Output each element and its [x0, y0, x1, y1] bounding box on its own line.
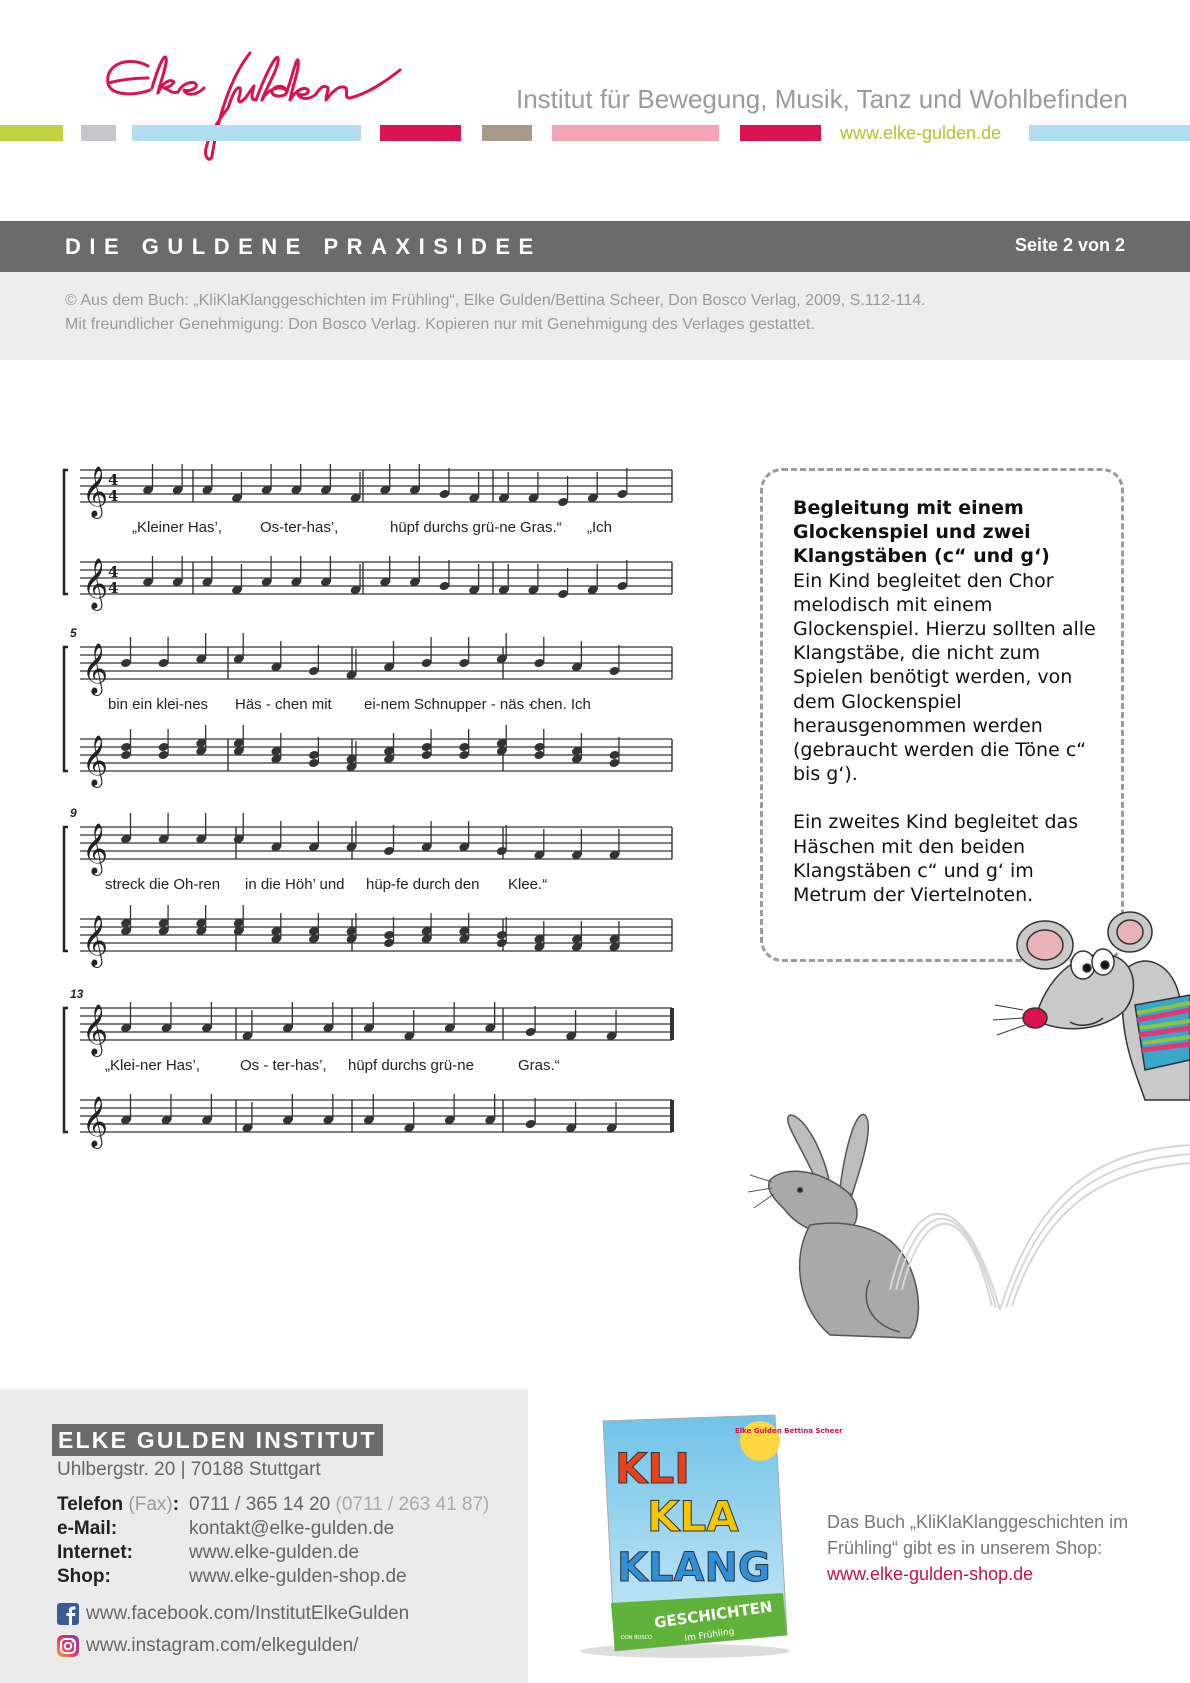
staff [80, 556, 672, 611]
time-signature-bottom: 4 [108, 579, 119, 597]
note [571, 829, 583, 860]
note [438, 560, 450, 591]
note [533, 729, 545, 760]
info-paragraph-2: Ein zweites Kind begleitet das Häschen mit den beiden Klangstäben c“ und g‘ im Metrum der Viertelnoten. [793, 811, 1079, 907]
note [379, 464, 391, 495]
treble-clef: 𝄞 [82, 1096, 109, 1147]
note [409, 556, 421, 587]
note [201, 1002, 213, 1033]
note [345, 913, 357, 944]
note [496, 633, 508, 664]
stripe-lime [0, 125, 63, 141]
lyric-syllable-group: ei-nem Schnupper - näs - [364, 696, 534, 713]
credit-line-2: Mit freundlicher Genehmigung: Don Bosco Verlag. Kopieren nur mit Genehmigung des Verlages gestattet. [65, 316, 815, 333]
facebook-icon[interactable] [57, 1603, 79, 1625]
note [608, 921, 620, 952]
note [527, 472, 539, 503]
note [458, 637, 470, 668]
treble-clef: 𝄞 [82, 735, 109, 786]
note [496, 917, 508, 948]
note [468, 564, 480, 595]
book-cover[interactable] [575, 1413, 843, 1658]
mouse-illustration [1015, 910, 1190, 1100]
system-bracket [64, 647, 68, 771]
note [484, 1094, 496, 1125]
note [571, 641, 583, 672]
note [201, 556, 213, 587]
book-cover-subtitle: GESCHICHTEN [653, 1597, 774, 1632]
note [403, 1102, 415, 1133]
note [616, 468, 628, 499]
note [201, 1094, 213, 1125]
book-cover-title-1: KLI [615, 1444, 690, 1493]
note [270, 641, 282, 672]
treble-clef: 𝄞 [82, 915, 109, 966]
note [241, 1010, 253, 1041]
note [608, 737, 620, 768]
note [233, 633, 245, 664]
note [606, 1010, 618, 1041]
staff [80, 813, 672, 876]
treble-clef: 𝄞 [82, 643, 109, 694]
note [458, 913, 470, 944]
note [363, 1094, 375, 1125]
note [525, 1006, 537, 1037]
note [308, 913, 320, 944]
note [261, 556, 273, 587]
stripe-pink [380, 125, 461, 141]
note [158, 637, 170, 668]
time-signature-top: 4 [108, 471, 119, 489]
lyric-syllable-group: chen. Ich [530, 696, 591, 713]
note [120, 813, 132, 844]
note [308, 821, 320, 852]
staff [80, 905, 672, 968]
note [403, 1010, 415, 1041]
note [409, 464, 421, 495]
note [120, 729, 132, 760]
lyric-syllable-group: streck die Oh-ren [105, 876, 221, 893]
note [231, 564, 243, 595]
lyric-syllable-group: „Klei-ner Has’, [105, 1057, 201, 1074]
elke-gulden-logo [100, 38, 420, 168]
note [438, 468, 450, 499]
note [290, 464, 302, 495]
note [458, 729, 470, 760]
staff [80, 1002, 672, 1057]
lyric-syllable-group: hüpf durchs grü-ne [348, 1057, 474, 1074]
book-cover-publisher: DON BOSCO [621, 1635, 652, 1641]
treble-clef: 𝄞 [82, 1004, 109, 1055]
music-system-4 [64, 987, 672, 1149]
contact-label-phone: Telefon (Fax): [57, 1494, 180, 1515]
institute-tagline: Institut für Bewegung, Musik, Tanz und Wohlbefinden [516, 84, 1128, 114]
info-heading: Begleitung mit einem Glockenspiel und zwei Klangstäben (c“ und g‘) [793, 497, 1050, 568]
staff [80, 725, 672, 788]
note [160, 1002, 172, 1033]
system-bracket [64, 827, 68, 951]
note [308, 645, 320, 676]
note [233, 813, 245, 844]
note [496, 825, 508, 856]
note [270, 821, 282, 852]
note [241, 1102, 253, 1133]
note [571, 921, 583, 952]
book-shop-link[interactable]: www.elke-gulden-shop.de [827, 1564, 1034, 1584]
contact-label-email: e-Mail: [57, 1518, 118, 1539]
page-title: DIE GULDENE PRAXISIDEE [65, 234, 542, 259]
time-signature-bottom: 4 [108, 487, 119, 505]
note [421, 729, 433, 760]
note [557, 476, 569, 507]
institute-name: ELKE GULDEN INSTITUT [52, 1424, 383, 1456]
book-cover-title-2: KLA [647, 1492, 739, 1541]
lyric-syllable-group: Gras.“ [520, 519, 562, 536]
institute-address: Uhlbergstr. 20 | 70188 Stuttgart [57, 1459, 321, 1480]
note [527, 564, 539, 595]
note [587, 472, 599, 503]
note [498, 564, 510, 595]
facebook-link[interactable]: www.facebook.com/InstitutElkeGulden [86, 1603, 410, 1624]
lyric-syllable-group: Klee.“ [508, 876, 548, 893]
note [444, 1002, 456, 1033]
note [120, 637, 132, 668]
book-cover-season: im Frühling [684, 1627, 736, 1644]
note [533, 637, 545, 668]
system-bracket [64, 470, 68, 594]
note [608, 829, 620, 860]
note [142, 556, 154, 587]
note [608, 645, 620, 676]
staff [80, 1094, 672, 1149]
treble-clef: 𝄞 [82, 823, 109, 874]
measure-number: 9 [70, 806, 77, 820]
note [565, 1010, 577, 1041]
note [320, 556, 332, 587]
note [233, 905, 245, 936]
stripe-taupe [482, 125, 532, 141]
note [379, 556, 391, 587]
note [195, 725, 207, 756]
contact-value-internet[interactable]: www.elke-gulden.de [189, 1542, 360, 1563]
book-promo-line-1: Das Buch „KliKlaKlanggeschichten im [827, 1512, 1129, 1532]
note [282, 1094, 294, 1125]
note [201, 464, 213, 495]
header-website-link[interactable]: www.elke-gulden.de [840, 123, 1002, 143]
note [565, 1102, 577, 1133]
contact-label-internet: Internet: [57, 1542, 133, 1563]
note [383, 825, 395, 856]
note [383, 641, 395, 672]
note [363, 1002, 375, 1033]
note [231, 472, 243, 503]
music-system-2 [64, 626, 672, 788]
note [533, 829, 545, 860]
note [172, 556, 184, 587]
note [270, 733, 282, 764]
info-box-text [793, 496, 1103, 907]
book-cover-title-3: KLANG [617, 1545, 771, 1591]
lyric-syllable-group: „Kleiner Has’, [132, 519, 223, 536]
credit-line-1: © Aus dem Buch: „KliKlaKlanggeschichten im Frühling“, Elke Gulden/Bettina Scheer, Don Bosco Verlag, 2009, S.112-114. [65, 292, 926, 309]
info-paragraph-1: Ein Kind begleitet den Chor melodisch mit einem Glockenspiel. Hierzu sollten alle Klangstäbe, die nicht zum Spielen benötigt werden, von dem Glockenspiel herausgenommen werden (gebraucht werden die Töne c“ bis g‘). [793, 569, 1096, 786]
contact-value-phone[interactable]: 0711 / 365 14 20 (0711 / 263 41 87) [189, 1494, 490, 1515]
note [261, 464, 273, 495]
book-promo-line-2: Frühling“ gibt es in unserem Shop: [827, 1538, 1103, 1558]
note [322, 1002, 334, 1033]
book-cover-authors: Elke Gulden Bettina Scheer [735, 1427, 843, 1435]
note [557, 568, 569, 599]
note [172, 464, 184, 495]
note [270, 913, 282, 944]
note [158, 813, 170, 844]
stripe-rose [552, 125, 719, 141]
staff [80, 633, 672, 696]
note [421, 913, 433, 944]
contact-value-email[interactable]: kontakt@elke-gulden.de [189, 1518, 395, 1539]
lyric-syllable-group: hüpf durchs grü-ne [390, 519, 516, 536]
staff [80, 464, 672, 519]
treble-clef: 𝄞 [82, 466, 109, 517]
note [484, 1002, 496, 1033]
note [496, 725, 508, 756]
note [308, 737, 320, 768]
note [320, 464, 332, 495]
lyric-syllable-group: hüp-fe durch den [366, 876, 480, 893]
lyric-syllable-group: „Ich [587, 519, 613, 536]
note [616, 560, 628, 591]
stripe-pink-2 [740, 125, 821, 141]
note [383, 733, 395, 764]
note [142, 464, 154, 495]
time-signature-top: 4 [108, 563, 119, 581]
note [120, 905, 132, 936]
lyric-syllable-group: Os - ter-has’, [240, 1057, 327, 1074]
lyric-syllable-group: Os-ter-has’, [260, 519, 339, 536]
measure-number: 13 [70, 987, 84, 1001]
music-system-1 [64, 464, 672, 611]
note [421, 637, 433, 668]
note [290, 556, 302, 587]
lyric-syllable-group: Gras.“ [518, 1057, 560, 1074]
note [195, 813, 207, 844]
note [120, 1094, 132, 1125]
note [421, 821, 433, 852]
measure-number: 5 [70, 626, 77, 640]
note [282, 1002, 294, 1033]
note [158, 905, 170, 936]
stripe-blue-2 [1029, 125, 1190, 141]
note [195, 905, 207, 936]
note [533, 921, 545, 952]
note [458, 821, 470, 852]
lyric-syllable-group: in die Höh’ und [245, 876, 345, 893]
sheet-music [60, 455, 690, 1200]
note [606, 1102, 618, 1133]
jump-arc-decoration [880, 1140, 1190, 1320]
note [158, 729, 170, 760]
note [444, 1094, 456, 1125]
note [233, 725, 245, 756]
note [195, 633, 207, 664]
note [120, 1002, 132, 1033]
note [350, 472, 362, 503]
note [383, 917, 395, 948]
music-system-3 [64, 806, 672, 968]
stripe-blue [132, 125, 361, 141]
note [587, 564, 599, 595]
note [468, 472, 480, 503]
note [160, 1094, 172, 1125]
treble-clef: 𝄞 [82, 558, 109, 609]
note [322, 1094, 334, 1125]
instagram-link[interactable]: www.instagram.com/elkegulden/ [86, 1635, 359, 1656]
contact-value-shop[interactable]: www.elke-gulden-shop.de [189, 1566, 407, 1587]
instagram-icon[interactable] [57, 1635, 79, 1657]
lyric-syllable-group: bin ein klei-nes [108, 696, 209, 713]
lyric-syllable-group: Häs - chen mit [235, 696, 332, 713]
system-bracket [64, 1008, 68, 1132]
note [571, 733, 583, 764]
stripe-gray [81, 125, 116, 141]
note [525, 1098, 537, 1129]
page-number: Seite 2 von 2 [1014, 235, 1125, 255]
note [498, 472, 510, 503]
note [350, 564, 362, 595]
contact-label-shop: Shop: [57, 1566, 111, 1587]
